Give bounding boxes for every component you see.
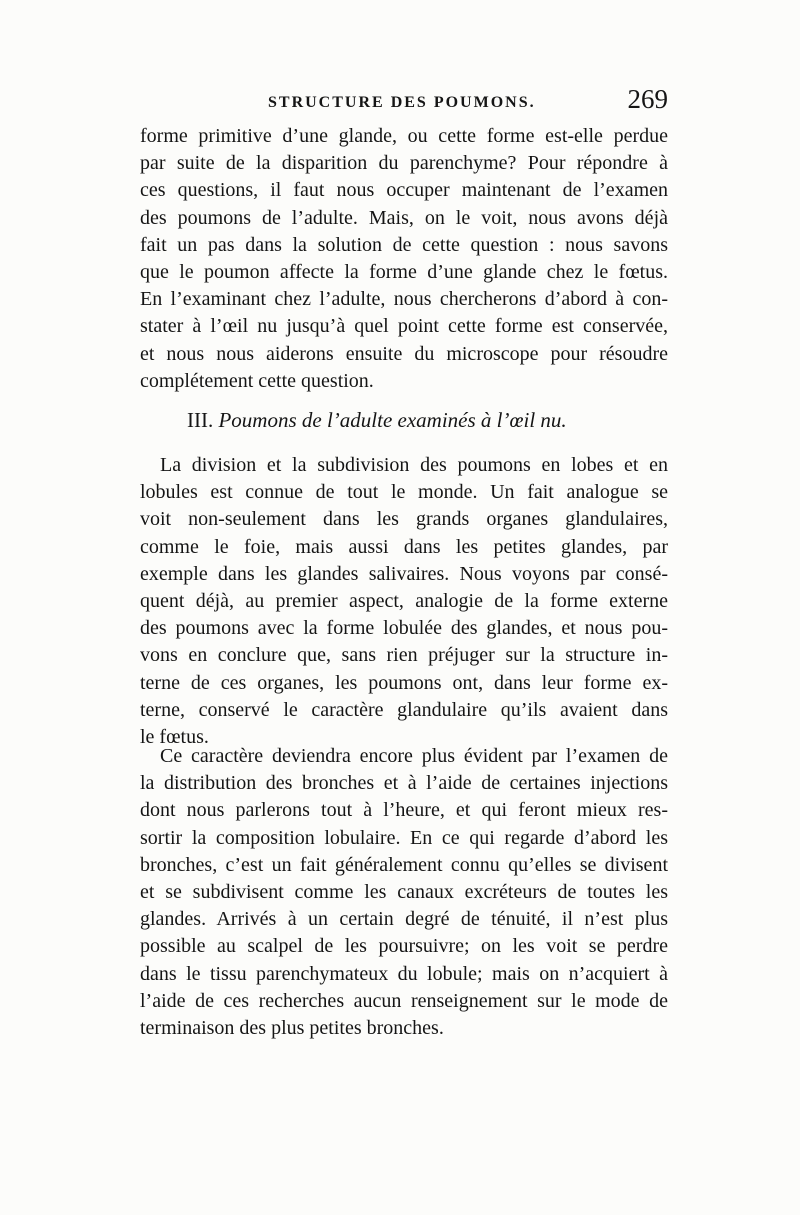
- text-line: lobules est connue de tout le monde. Un fait analogue se: [140, 481, 668, 504]
- text-line: voit non-seulement dans les grands organes glandulaires,: [140, 508, 668, 531]
- text-line: et se subdivisent comme les canaux excréteurs de toutes les: [140, 880, 668, 903]
- text-line: La division et la subdivision des poumons en lobes et en: [160, 454, 668, 476]
- section-number: III.: [187, 408, 214, 432]
- text-line: dans le tissu parenchymateux du lobule; mais on n’acquiert à: [140, 962, 668, 985]
- text-line: le fœtus.: [140, 725, 209, 748]
- text-line: par suite de la disparition du parenchyme? Pour répondre à: [140, 152, 668, 175]
- text-line: glandes. Arrivés à un certain degré de ténuité, il n’est plus: [140, 908, 668, 931]
- text-line: terne, conservé le caractère glandulaire qu’ils avaient dans: [140, 698, 668, 721]
- text-line: bronches, c’est un fait généralement connu qu’elles se divisent: [140, 853, 668, 876]
- paragraph-1: [140, 123, 668, 395]
- text-line: et nous nous aiderons ensuite du microscope pour résoudre: [140, 342, 668, 365]
- text-line: ces questions, il faut nous occuper maintenant de l’examen: [140, 179, 668, 202]
- text-line: fait un pas dans la solution de cette question : nous savons: [140, 233, 668, 256]
- page-number: 269: [627, 84, 668, 114]
- text-line: possible au scalpel de les poursuivre; on les voit se perdre: [140, 935, 668, 958]
- page-header: [140, 84, 668, 126]
- text-line: terne de ces organes, les poumons ont, dans leur forme ex-: [140, 671, 668, 694]
- text-line: vons en conclure que, sans rien préjuger sur la structure in-: [140, 644, 668, 667]
- text-line: En l’examinant chez l’adulte, nous chercherons d’abord à con-: [140, 288, 668, 311]
- text-line: quent déjà, au premier aspect, analogie de la forme externe: [140, 589, 668, 612]
- text-line: sortir la composition lobulaire. En ce qui regarde d’abord les: [140, 826, 668, 849]
- text-line: la distribution des bronches et à l’aide de certaines injections: [140, 772, 668, 795]
- text-line: forme primitive d’une glande, ou cette forme est-elle perdue: [140, 125, 668, 147]
- text-line: des poumons de l’adulte. Mais, on le voit, nous avons déjà: [140, 206, 668, 229]
- text-line: terminaison des plus petites bronches.: [140, 1016, 444, 1039]
- text-line: Ce caractère deviendra encore plus évident par l’examen de: [160, 745, 668, 767]
- section-title: Poumons de l’adulte examinés à l’œil nu.: [218, 408, 567, 432]
- text-line: l’aide de ces recherches aucun renseignement sur le mode de: [140, 989, 668, 1012]
- paragraph-3: [140, 743, 668, 1042]
- text-line: comme le foie, mais aussi dans les petites glandes, par: [140, 535, 668, 558]
- text-line: des poumons avec la forme lobulée des glandes, et nous pou-: [140, 617, 668, 640]
- text-line: complétement cette question.: [140, 369, 374, 392]
- running-title: STRUCTURE DES POUMONS.: [268, 94, 536, 111]
- text-line: dont nous parlerons tout à l’heure, et qui feront mieux res-: [140, 799, 668, 822]
- text-line: stater à l’œil nu jusqu’à quel point cette forme est conservée,: [140, 315, 668, 338]
- text-line: exemple dans les glandes salivaires. Nous voyons par consé-: [140, 562, 668, 585]
- paragraph-2: [140, 452, 668, 751]
- section-heading: [187, 408, 567, 433]
- text-line: que le poumon affecte la forme d’une glande chez le fœtus.: [140, 260, 668, 283]
